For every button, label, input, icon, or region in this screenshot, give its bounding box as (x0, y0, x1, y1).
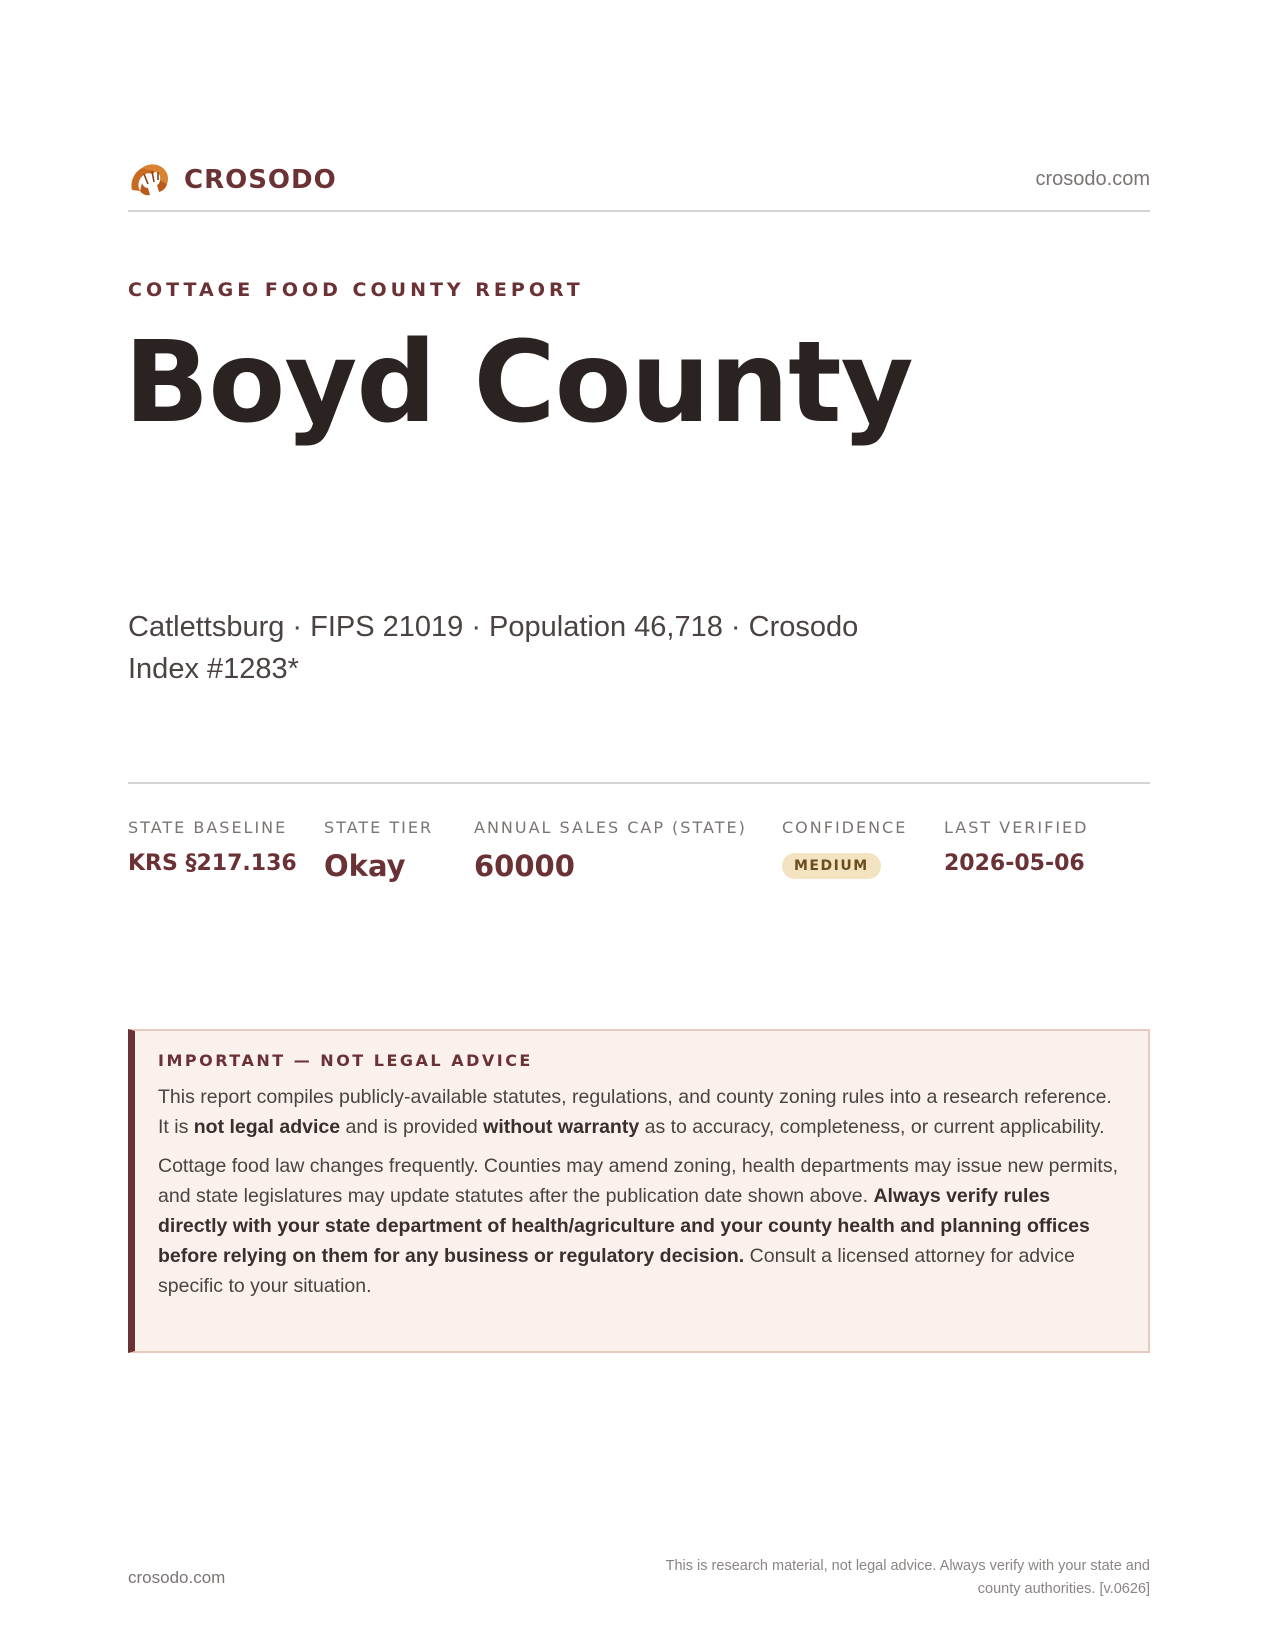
croissant-icon (128, 160, 170, 200)
stat-label: CONFIDENCE (782, 818, 908, 837)
header-divider (128, 210, 1150, 212)
stats-row (128, 818, 1150, 898)
notice-paragraph (158, 1082, 1122, 1142)
notice-emphasis: without warranty (483, 1116, 640, 1138)
stat-value: 60000 (474, 849, 575, 883)
header-site-link[interactable]: crosodo.com (1035, 168, 1150, 190)
stat-label: STATE BASELINE (128, 818, 288, 837)
brand[interactable] (128, 160, 337, 200)
stat-last-verified (944, 818, 1088, 876)
notice-paragraph (158, 1151, 1122, 1301)
stat-label: LAST VERIFIED (944, 818, 1089, 837)
brand-name: CROSODO (184, 165, 337, 195)
stat-confidence (782, 818, 907, 879)
notice-heading: IMPORTANT — NOT LEGAL ADVICE (158, 1051, 533, 1070)
footer-site-link[interactable]: crosodo.com (128, 1568, 226, 1587)
notice-text: as to accuracy, completeness, or current applicability. (639, 1116, 1105, 1138)
stats-divider (128, 782, 1150, 784)
stat-label: STATE TIER (324, 818, 434, 837)
stat-value: KRS §217.136 (128, 851, 297, 876)
notice-text: Consult a licensed attorney for advice specific to your situation. (158, 1245, 1075, 1297)
stat-value: Okay (324, 849, 406, 883)
notice-text: This report compiles publicly-available statutes, regulations, and county zoning rules into a research reference. It is (158, 1086, 1112, 1138)
stat-annual-sales-cap (474, 818, 747, 883)
notice-text: Cottage food law changes frequently. Counties may amend zoning, health departments may issue new permits, and state legislatures may update statutes after the publication date shown above. (158, 1155, 1118, 1207)
stat-state-tier (324, 818, 433, 883)
stat-label: ANNUAL SALES CAP (STATE) (474, 818, 747, 837)
footer-disclaimer: This is research material, not legal advice. Always verify with your state and county authorities. [v.0626] (665, 1558, 1150, 1597)
stat-state-baseline (128, 818, 297, 876)
county-subtitle: Catlettsburg · FIPS 21019 · Population 46,718 · Crosodo Index #1283* (128, 611, 859, 685)
notice-text: and is provided (340, 1116, 484, 1138)
notice-emphasis: Always verify rules directly with your state department of health/agriculture and your county health and planning offices before relying on them for any business or regulatory decision. (158, 1185, 1090, 1267)
stat-value: 2026-05-06 (944, 851, 1085, 876)
notice-emphasis: not legal advice (193, 1116, 341, 1138)
report-page (124, 0, 1150, 1650)
legal-notice (128, 1029, 1150, 1353)
report-eyebrow: COTTAGE FOOD COUNTY REPORT (128, 279, 584, 301)
page-title: Boyd County (124, 318, 913, 448)
page-header (128, 158, 1150, 210)
confidence-badge: MEDIUM (782, 853, 881, 879)
